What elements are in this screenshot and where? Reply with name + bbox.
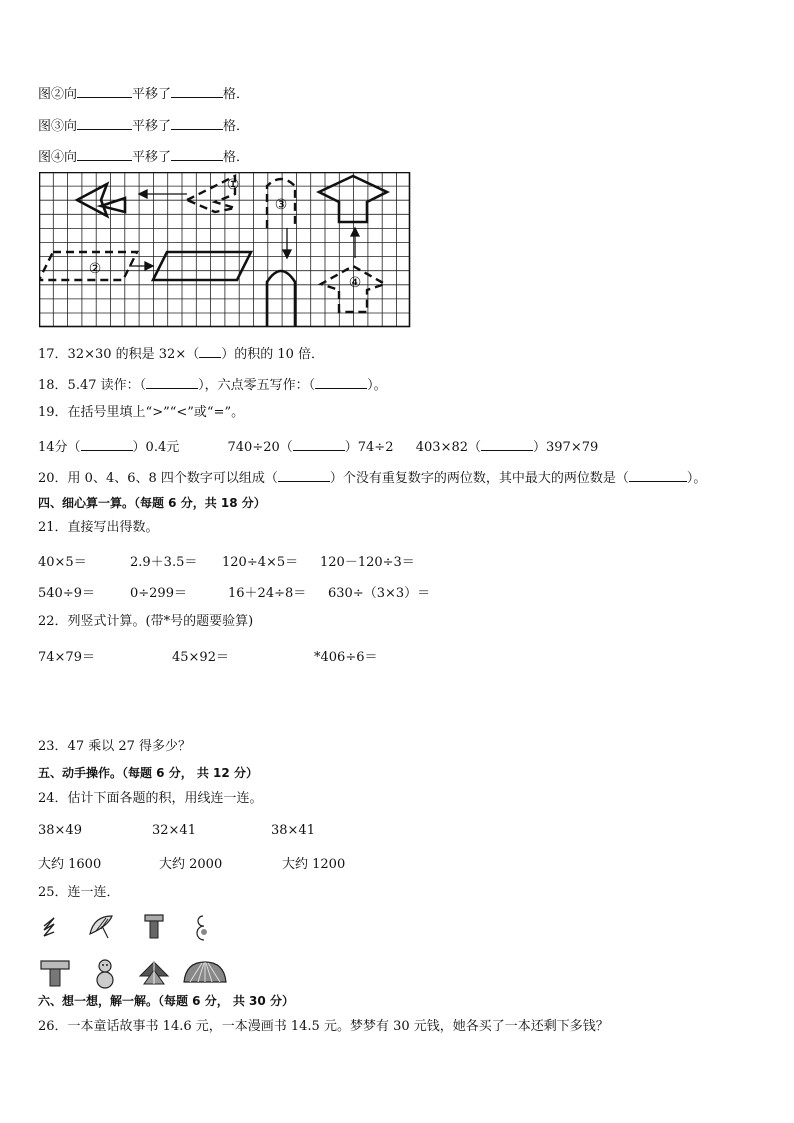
view-picture-umbrella-side[interactable] [88, 912, 114, 940]
question-19-items [38, 437, 598, 456]
answer-blank[interactable] [81, 437, 133, 451]
answer-blank[interactable] [315, 375, 367, 389]
question-18 [38, 375, 387, 394]
estimate-value[interactable]: 大约 1600 [38, 857, 102, 872]
calc-item: 540÷9＝ [38, 586, 95, 601]
q-text: ）0.4元 [132, 440, 180, 455]
q-text: ）74÷2 [344, 440, 394, 455]
q-text: 740÷20（ [227, 440, 293, 455]
calc-item: 16＋24÷8＝ [228, 586, 307, 601]
calc-item: 120－120÷3＝ [320, 555, 415, 570]
q-text: ）397×79 [533, 440, 599, 455]
figure-label-4: ④ [348, 275, 362, 291]
question-19: 19．在括号里填上“>”“<”或“=”。 [38, 405, 245, 420]
translation-line-4 [38, 147, 249, 166]
answer-blank[interactable] [293, 437, 345, 451]
vertical-calc-item: 74×79＝ [38, 650, 95, 665]
q-text: 14分（ [38, 440, 81, 455]
estimate-value[interactable]: 大约 2000 [159, 857, 223, 872]
answer-blank[interactable] [171, 116, 223, 130]
translation-line-2 [38, 84, 249, 103]
translation-grid-figure [39, 172, 411, 328]
question-24: 24．估计下面各题的积，用线连一连。 [38, 791, 263, 806]
line-text: 格． [223, 87, 250, 102]
question-26: 26．一本童话故事书 14.6 元，一本漫画书 14.5 元。梦梦有 30 元钱，她各买了一本还剩下多钱？ [38, 1019, 609, 1034]
view-picture-stool-side[interactable] [143, 912, 165, 940]
q-text: 403×82（ [415, 440, 482, 455]
q-text: ），六点零五写作：（ [198, 378, 316, 393]
object-picture-umbrella[interactable] [182, 960, 228, 988]
answer-blank[interactable] [278, 468, 330, 482]
q-text: 18．5.47 读作：（ [38, 378, 147, 393]
answer-blank[interactable] [629, 468, 687, 482]
calc-item: 40×5＝ [38, 555, 87, 570]
product-expression[interactable]: 38×49 [38, 823, 82, 838]
object-picture-pyramid[interactable] [138, 960, 170, 988]
line-text: 图④向 [38, 150, 78, 165]
answer-blank[interactable] [146, 375, 198, 389]
translation-line-3 [38, 116, 249, 135]
calc-item: 120÷4×5＝ [222, 555, 299, 570]
view-picture-snowman-side[interactable] [194, 912, 212, 942]
vertical-calc-item: 45×92＝ [172, 650, 229, 665]
object-picture-snowman[interactable] [92, 958, 118, 990]
line-text: 格． [223, 150, 250, 165]
q-text: ）。 [367, 378, 387, 393]
figure-label-1: ① [226, 177, 240, 193]
line-text: 平移了 [132, 150, 172, 165]
q-text: 17．32×30 的积是 32×（ [38, 347, 200, 362]
figure-label-2: ② [88, 261, 102, 277]
line-text: 图③向 [38, 119, 78, 134]
q-text: ）的积的 10 倍． [221, 347, 325, 362]
answer-blank[interactable] [171, 84, 223, 98]
answer-blank[interactable] [77, 147, 132, 161]
question-20 [38, 468, 706, 487]
question-25: 25．连一连． [38, 885, 120, 900]
product-expression[interactable]: 32×41 [152, 823, 196, 838]
answer-blank[interactable] [481, 437, 533, 451]
section-6-heading: 六、想一想，解一解。（每题 6 分， 共 30 分） [38, 994, 294, 1008]
estimate-value[interactable]: 大约 1200 [282, 857, 346, 872]
q-text: ）。 [686, 471, 707, 486]
calc-item: 630÷（3×3）＝ [328, 586, 431, 601]
answer-blank[interactable] [171, 147, 223, 161]
section-4-heading: 四、细心算一算。（每题 6 分，共 18 分） [38, 496, 266, 510]
answer-blank[interactable] [77, 84, 132, 98]
q-text: ）个没有重复数字的两位数，其中最大的两位数是（ [329, 471, 629, 486]
product-expression[interactable]: 38×41 [271, 823, 315, 838]
q-text: 20．用 0、4、6、8 四个数字可以组成（ [38, 471, 278, 486]
section-5-heading: 五、动手操作。（每题 6 分， 共 12 分） [38, 766, 258, 780]
vertical-calc-item: *406÷6＝ [314, 650, 378, 665]
answer-blank[interactable] [77, 116, 132, 130]
calc-item: 2.9＋3.5＝ [130, 555, 198, 570]
answer-blank[interactable] [199, 344, 221, 358]
question-17 [38, 344, 324, 363]
line-text: 平移了 [132, 87, 172, 102]
question-22: 22．列竖式计算。(带*号的题要验算) [38, 614, 254, 629]
question-21: 21．直接写出得数。 [38, 520, 159, 535]
calc-item: 0÷299＝ [130, 586, 187, 601]
view-picture-zigzag[interactable] [40, 914, 60, 940]
object-picture-stool[interactable] [39, 958, 71, 988]
line-text: 格． [223, 119, 250, 134]
question-23: 23．47 乘以 27 得多少？ [38, 739, 192, 754]
line-text: 平移了 [132, 119, 172, 134]
line-text: 图②向 [38, 87, 78, 102]
figure-label-3: ③ [274, 197, 288, 213]
